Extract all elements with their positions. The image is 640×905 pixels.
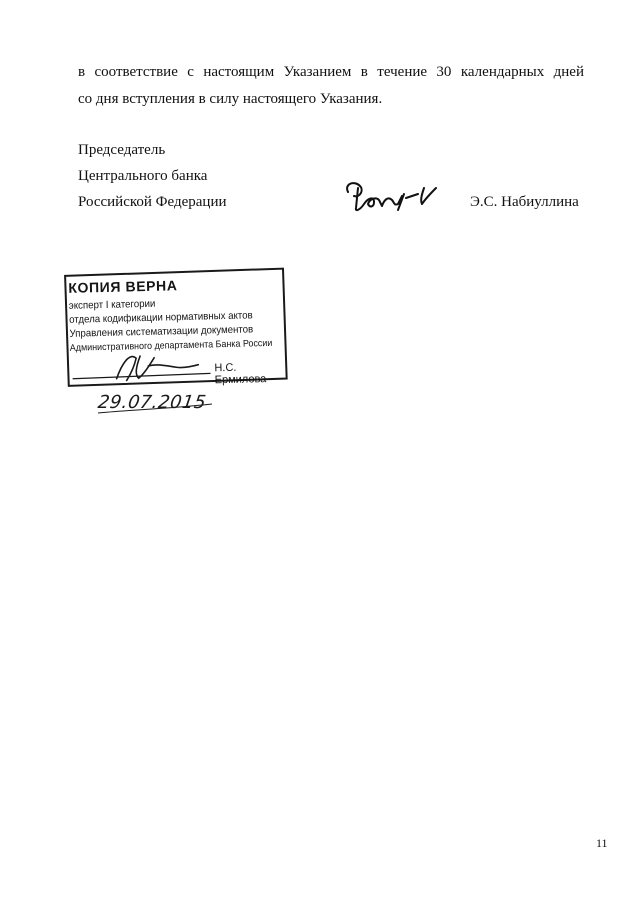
page-number: 11 [596,836,608,850]
paragraph-line-2: со дня вступления в силу настоящего Указания. [78,91,383,107]
certification-stamp [62,267,289,388]
stamp-signer-name: Н.С. Ермилова [214,361,267,387]
signatory-name: Э.С. Набиуллина [470,194,579,210]
signatory-title-line-2: Центрального банка [78,168,208,184]
stamp-date: 29.07.2015 [96,392,208,413]
stamp-department: отдела кодификации нормативных актов [69,310,253,326]
stamp-position: эксперт I категории [68,298,156,312]
signatory-title-line-3: Российской Федерации [78,194,227,210]
stamp-directorate: Управления систематизации документов [69,324,254,340]
chairman-signature [340,174,440,218]
stamp-title: КОПИЯ ВЕРНА [68,277,178,296]
signatory-title-line-1: Председатель [78,142,166,158]
stamp-organization: Административного департамента Банка России [69,337,273,354]
paragraph-line-1: в соответствие с настоящим Указанием в течение 30 календарных дней [78,64,584,80]
